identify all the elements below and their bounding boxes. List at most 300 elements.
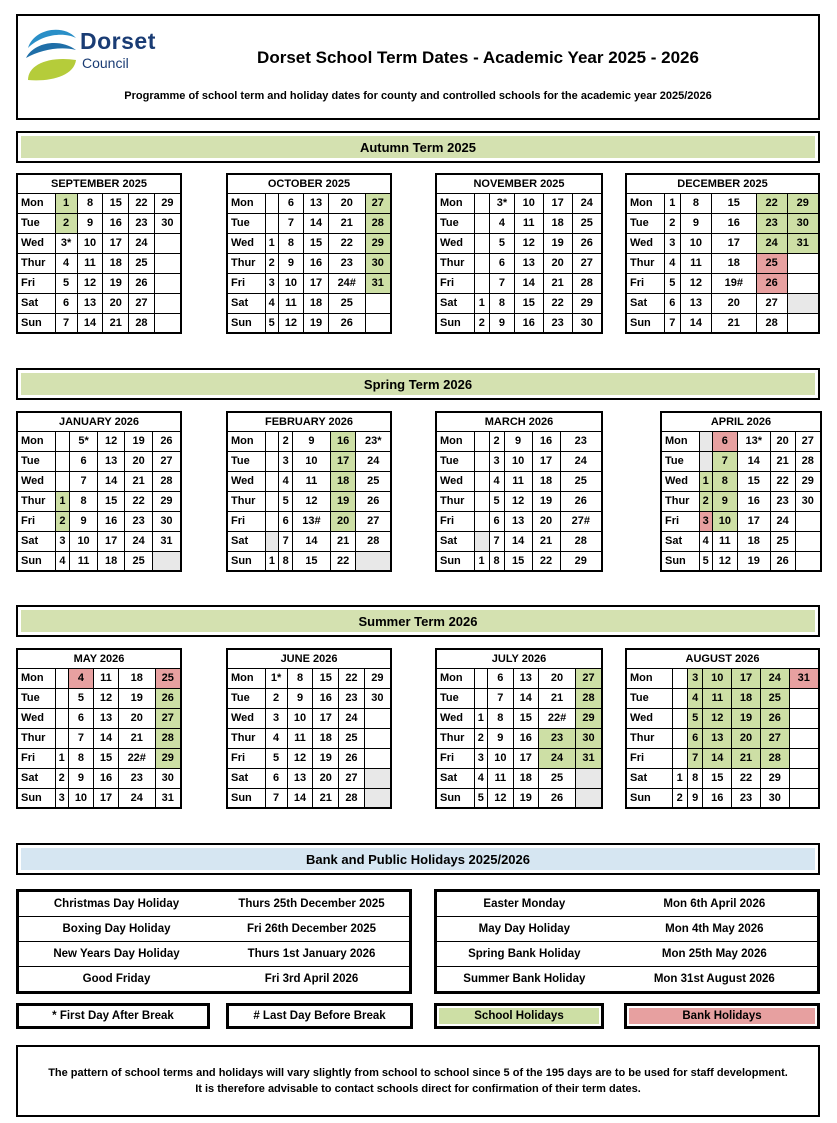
date-cell: 14: [513, 688, 538, 708]
date-cell: 5: [699, 551, 712, 571]
day-label: Sun: [227, 551, 265, 571]
day-label: Fri: [436, 511, 474, 531]
date-cell: 12: [514, 233, 543, 253]
empty-cell: [672, 748, 687, 768]
date-cell: 16: [313, 688, 339, 708]
autumn-term-band: [16, 131, 820, 163]
date-cell: 21: [118, 728, 155, 748]
date-cell: 17: [711, 233, 756, 253]
date-cell: 8: [77, 193, 103, 213]
week-row: [227, 768, 391, 788]
day-label: Fri: [17, 511, 55, 531]
date-cell: 12: [703, 708, 732, 728]
empty-cell: [699, 431, 712, 451]
date-cell: 18: [532, 471, 560, 491]
empty-cell: [787, 273, 819, 293]
date-cell: 14: [287, 788, 313, 808]
date-cell: 15: [93, 748, 118, 768]
date-cell: 18: [543, 213, 572, 233]
day-label: Thur: [436, 728, 474, 748]
week-row: [436, 293, 602, 313]
date-cell: 17: [737, 511, 770, 531]
date-cell: 14: [703, 748, 732, 768]
date-cell: 19#: [711, 273, 756, 293]
date-cell: 26: [572, 233, 602, 253]
date-cell: 15: [703, 768, 732, 788]
date-cell: 27: [155, 708, 181, 728]
month-title: AUGUST 2026: [626, 649, 819, 668]
date-cell: 27: [760, 728, 789, 748]
date-cell: 27: [339, 768, 365, 788]
day-label: Thur: [626, 253, 664, 273]
date-cell: 29: [364, 668, 391, 688]
day-label: Tue: [17, 688, 55, 708]
date-cell: 22: [756, 193, 787, 213]
date-cell: 24: [538, 748, 575, 768]
date-cell: 2: [265, 688, 287, 708]
date-cell: 10: [278, 273, 303, 293]
day-label: Wed: [436, 708, 474, 728]
week-row: [626, 273, 819, 293]
week-row: [17, 193, 181, 213]
date-cell: 3: [265, 273, 278, 293]
day-label: Sat: [626, 293, 664, 313]
week-row: [436, 313, 602, 333]
summer-term-title: Summer Term 2026: [21, 610, 815, 632]
date-cell: 9: [712, 491, 737, 511]
empty-cell: [795, 531, 821, 551]
empty-cell: [474, 471, 489, 491]
date-cell: 19: [513, 788, 538, 808]
date-cell: 4: [68, 668, 93, 688]
date-cell: 9: [490, 313, 515, 333]
date-cell: 10: [514, 193, 543, 213]
footer-line-1: The pattern of school terms and holidays will vary slightly from school to school since 5 of the 195 days are to be used for staff development.: [48, 1067, 788, 1079]
date-cell: 28: [152, 471, 181, 491]
empty-cell: [474, 193, 490, 213]
month-title: FEBRUARY 2026: [227, 412, 391, 431]
day-label: Wed: [661, 471, 699, 491]
date-cell: 13: [504, 511, 532, 531]
date-cell: 31: [787, 233, 819, 253]
date-cell: 28: [756, 313, 787, 333]
date-cell: 13: [97, 451, 125, 471]
date-cell: 15: [504, 551, 532, 571]
empty-cell: [154, 313, 181, 333]
date-cell: 17: [303, 273, 328, 293]
date-cell: 7: [687, 748, 702, 768]
week-row: [661, 551, 821, 571]
date-cell: 16: [513, 728, 538, 748]
week-row: [436, 688, 602, 708]
date-cell: 10: [681, 233, 712, 253]
date-cell: 5: [265, 313, 278, 333]
empty-cell: [364, 768, 391, 788]
date-cell: 7: [278, 213, 303, 233]
date-cell: 11: [77, 253, 103, 273]
logo-word-council: Council: [82, 55, 129, 71]
date-cell: 16: [93, 768, 118, 788]
bank-holidays-band: [16, 843, 820, 875]
date-cell: 12: [278, 313, 303, 333]
date-cell: 22: [125, 491, 153, 511]
date-cell: 22#: [538, 708, 575, 728]
day-label: Thur: [227, 491, 265, 511]
date-cell: 15: [737, 471, 770, 491]
date-cell: 11: [278, 293, 303, 313]
holiday-date: Mon 6th April 2026: [612, 891, 819, 917]
date-cell: 8: [488, 708, 513, 728]
date-cell: 9: [681, 213, 712, 233]
date-cell: 2: [55, 768, 68, 788]
date-cell: 23: [125, 511, 153, 531]
date-cell: 20: [770, 431, 795, 451]
date-cell: 15: [97, 491, 125, 511]
date-cell: 17: [330, 451, 356, 471]
empty-cell: [672, 668, 687, 688]
empty-cell: [474, 688, 488, 708]
week-row: [17, 551, 181, 571]
day-label: Mon: [227, 193, 265, 213]
date-cell: 24: [560, 451, 602, 471]
date-cell: 30: [155, 768, 181, 788]
date-cell: 25: [155, 668, 181, 688]
bank-holidays-table-right: [434, 889, 820, 994]
date-cell: 9: [504, 431, 532, 451]
date-cell: 16: [330, 431, 356, 451]
date-cell: 31: [155, 788, 181, 808]
week-row: [626, 688, 819, 708]
date-cell: 14: [293, 531, 331, 551]
date-cell: 29: [154, 193, 181, 213]
date-cell: 17: [543, 193, 572, 213]
month-title: APRIL 2026: [661, 412, 821, 431]
week-row: [17, 313, 181, 333]
autumn-term-title: Autumn Term 2025: [21, 136, 815, 158]
date-cell: 6: [712, 431, 737, 451]
date-cell: 18: [711, 253, 756, 273]
table-row: [436, 891, 819, 917]
table-row: [18, 891, 411, 917]
date-cell: 6: [265, 768, 287, 788]
date-cell: 25: [356, 471, 391, 491]
date-cell: 1: [672, 768, 687, 788]
holiday-name: May Day Holiday: [436, 917, 612, 942]
empty-cell: [672, 688, 687, 708]
date-cell: 13: [287, 768, 313, 788]
empty-cell: [55, 668, 68, 688]
legend-last-day-label: # Last Day Before Break: [253, 1010, 386, 1022]
week-row: [626, 213, 819, 233]
date-cell: 20: [330, 511, 356, 531]
empty-cell: [474, 491, 489, 511]
date-cell: 23: [560, 431, 602, 451]
date-cell: 5: [55, 273, 77, 293]
month-title: JUNE 2026: [227, 649, 391, 668]
empty-cell: [154, 293, 181, 313]
logo-word-dorset: Dorset: [80, 28, 156, 54]
date-cell: 7: [70, 471, 98, 491]
date-cell: 17: [103, 233, 129, 253]
empty-cell: [787, 293, 819, 313]
date-cell: 7: [489, 531, 504, 551]
month-calendar: [660, 411, 822, 572]
date-cell: 27: [129, 293, 155, 313]
date-cell: 22: [770, 471, 795, 491]
legend-bank-holidays-label: Bank Holidays: [629, 1008, 815, 1024]
date-cell: 1: [55, 193, 77, 213]
month-title: NOVEMBER 2025: [436, 174, 602, 193]
date-cell: 6: [664, 293, 681, 313]
date-cell: 2: [265, 253, 278, 273]
footer-note: [16, 1045, 820, 1117]
date-cell: 15: [103, 193, 129, 213]
date-cell: 22#: [118, 748, 155, 768]
day-label: Sat: [661, 531, 699, 551]
empty-cell: [265, 531, 279, 551]
date-cell: 28: [760, 748, 789, 768]
date-cell: 12: [97, 431, 125, 451]
empty-cell: [356, 551, 391, 571]
month-calendar: [435, 411, 603, 572]
date-cell: 12: [681, 273, 712, 293]
week-row: [661, 491, 821, 511]
spring-term-title: Spring Term 2026: [21, 373, 815, 395]
date-cell: 30: [152, 511, 181, 531]
day-label: Mon: [227, 431, 265, 451]
date-cell: 2: [55, 511, 70, 531]
date-cell: 23: [732, 788, 761, 808]
date-cell: 11: [488, 768, 513, 788]
date-cell: 4: [265, 293, 278, 313]
date-cell: 21: [711, 313, 756, 333]
week-row: [626, 313, 819, 333]
day-label: Fri: [227, 273, 265, 293]
date-cell: 9: [293, 431, 331, 451]
day-label: Sun: [661, 551, 699, 571]
date-cell: 29: [576, 708, 602, 728]
date-cell: 15: [514, 293, 543, 313]
week-row: [626, 788, 819, 808]
date-cell: 4: [474, 768, 488, 788]
date-cell: 10: [293, 451, 331, 471]
date-cell: 7: [490, 273, 515, 293]
week-row: [227, 451, 391, 471]
date-cell: 3: [279, 451, 293, 471]
week-row: [227, 293, 391, 313]
empty-cell: [474, 451, 489, 471]
date-cell: 21: [328, 213, 365, 233]
date-cell: 30: [795, 491, 821, 511]
date-cell: 28: [576, 688, 602, 708]
week-row: [227, 531, 391, 551]
week-row: [626, 748, 819, 768]
week-row: [17, 511, 181, 531]
date-cell: 12: [77, 273, 103, 293]
date-cell: 28: [339, 788, 365, 808]
date-cell: 21: [330, 531, 356, 551]
date-cell: 2: [55, 213, 77, 233]
date-cell: 5*: [70, 431, 98, 451]
day-label: Thur: [227, 728, 265, 748]
date-cell: 26: [538, 788, 575, 808]
week-row: [227, 491, 391, 511]
date-cell: 23: [118, 768, 155, 788]
date-cell: 8: [687, 768, 702, 788]
week-row: [227, 213, 391, 233]
week-row: [436, 491, 602, 511]
date-cell: 31: [576, 748, 602, 768]
logo-mark-icon: [24, 24, 80, 82]
date-cell: 9: [278, 253, 303, 273]
date-cell: 5: [265, 748, 287, 768]
week-row: [436, 511, 602, 531]
date-cell: 1: [474, 551, 489, 571]
date-cell: 28: [560, 531, 602, 551]
date-cell: 13: [303, 193, 328, 213]
date-cell: 8: [287, 668, 313, 688]
date-cell: 1: [664, 193, 681, 213]
empty-cell: [789, 708, 819, 728]
date-cell: 21: [770, 451, 795, 471]
day-label: Sat: [436, 531, 474, 551]
empty-cell: [474, 431, 489, 451]
day-label: Tue: [626, 688, 672, 708]
week-row: [436, 253, 602, 273]
day-label: Mon: [17, 193, 55, 213]
day-label: Wed: [227, 708, 265, 728]
date-cell: 16: [532, 431, 560, 451]
date-cell: 30: [787, 213, 819, 233]
date-cell: 9: [687, 788, 702, 808]
empty-cell: [576, 788, 602, 808]
day-label: Fri: [626, 748, 672, 768]
empty-cell: [789, 788, 819, 808]
day-label: Mon: [626, 668, 672, 688]
week-row: [227, 788, 391, 808]
date-cell: 17: [93, 788, 118, 808]
empty-cell: [789, 768, 819, 788]
date-cell: 13: [513, 668, 538, 688]
date-cell: 20: [118, 708, 155, 728]
date-cell: 3: [55, 788, 68, 808]
date-cell: 6: [490, 253, 515, 273]
date-cell: 13: [703, 728, 732, 748]
date-cell: 25: [760, 688, 789, 708]
holiday-name: Summer Bank Holiday: [463, 973, 586, 985]
date-cell: 13: [514, 253, 543, 273]
empty-cell: [576, 768, 602, 788]
week-row: [436, 213, 602, 233]
date-cell: 13: [77, 293, 103, 313]
month-calendar: [16, 411, 182, 572]
date-cell: 24: [572, 193, 602, 213]
week-row: [227, 708, 391, 728]
month-title: MARCH 2026: [436, 412, 602, 431]
day-label: Wed: [17, 471, 55, 491]
date-cell: 21: [532, 531, 560, 551]
date-cell: 23: [543, 313, 572, 333]
date-cell: 17: [97, 531, 125, 551]
day-label: Mon: [17, 668, 55, 688]
date-cell: 9: [287, 688, 313, 708]
day-label: Fri: [227, 748, 265, 768]
date-cell: 18: [330, 471, 356, 491]
date-cell: 28: [365, 213, 391, 233]
date-cell: 4: [55, 253, 77, 273]
day-label: Tue: [436, 451, 474, 471]
date-cell: 7: [664, 313, 681, 333]
empty-cell: [787, 253, 819, 273]
date-cell: 5: [490, 233, 515, 253]
date-cell: 18: [97, 551, 125, 571]
date-cell: 14: [97, 471, 125, 491]
day-label: Tue: [436, 213, 474, 233]
day-label: Thur: [17, 728, 55, 748]
date-cell: 4: [265, 728, 287, 748]
date-cell: 5: [664, 273, 681, 293]
month-title: MAY 2026: [17, 649, 181, 668]
date-cell: 18: [732, 688, 761, 708]
day-label: Sat: [227, 531, 265, 551]
week-row: [436, 273, 602, 293]
date-cell: 28: [795, 451, 821, 471]
date-cell: 11: [93, 668, 118, 688]
date-cell: 27#: [560, 511, 602, 531]
day-label: Thur: [227, 253, 265, 273]
date-cell: 12: [488, 788, 513, 808]
date-cell: 9: [77, 213, 103, 233]
table-row: [436, 942, 819, 967]
week-row: [17, 708, 181, 728]
day-label: Sun: [17, 313, 55, 333]
date-cell: 4: [279, 471, 293, 491]
date-cell: 8: [489, 551, 504, 571]
day-label: Fri: [436, 273, 474, 293]
empty-cell: [265, 193, 278, 213]
date-cell: 25: [339, 728, 365, 748]
date-cell: 22: [129, 193, 155, 213]
holiday-date: Mon 25th May 2026: [612, 942, 819, 967]
date-cell: 27: [756, 293, 787, 313]
month-title: OCTOBER 2025: [227, 174, 391, 193]
week-row: [626, 233, 819, 253]
week-row: [227, 253, 391, 273]
date-cell: 31: [152, 531, 181, 551]
date-cell: 16: [303, 253, 328, 273]
day-label: Wed: [17, 708, 55, 728]
week-row: [17, 431, 181, 451]
date-cell: 1*: [265, 668, 287, 688]
holiday-date: Fri 3rd April 2026: [264, 973, 359, 985]
empty-cell: [365, 293, 391, 313]
footer-line-2: It is therefore advisable to contact schools direct for confirmation of their term dates.: [195, 1083, 641, 1095]
date-cell: 29: [155, 748, 181, 768]
day-label: Fri: [17, 273, 55, 293]
empty-cell: [795, 551, 821, 571]
date-cell: 20: [543, 253, 572, 273]
date-cell: 18: [103, 253, 129, 273]
date-cell: 9: [68, 768, 93, 788]
date-cell: 13#: [293, 511, 331, 531]
date-cell: 19: [303, 313, 328, 333]
date-cell: 1: [55, 748, 68, 768]
date-cell: 17: [313, 708, 339, 728]
date-cell: 30: [576, 728, 602, 748]
month-calendar: [625, 648, 820, 809]
date-cell: 8: [279, 551, 293, 571]
day-label: Thur: [17, 253, 55, 273]
